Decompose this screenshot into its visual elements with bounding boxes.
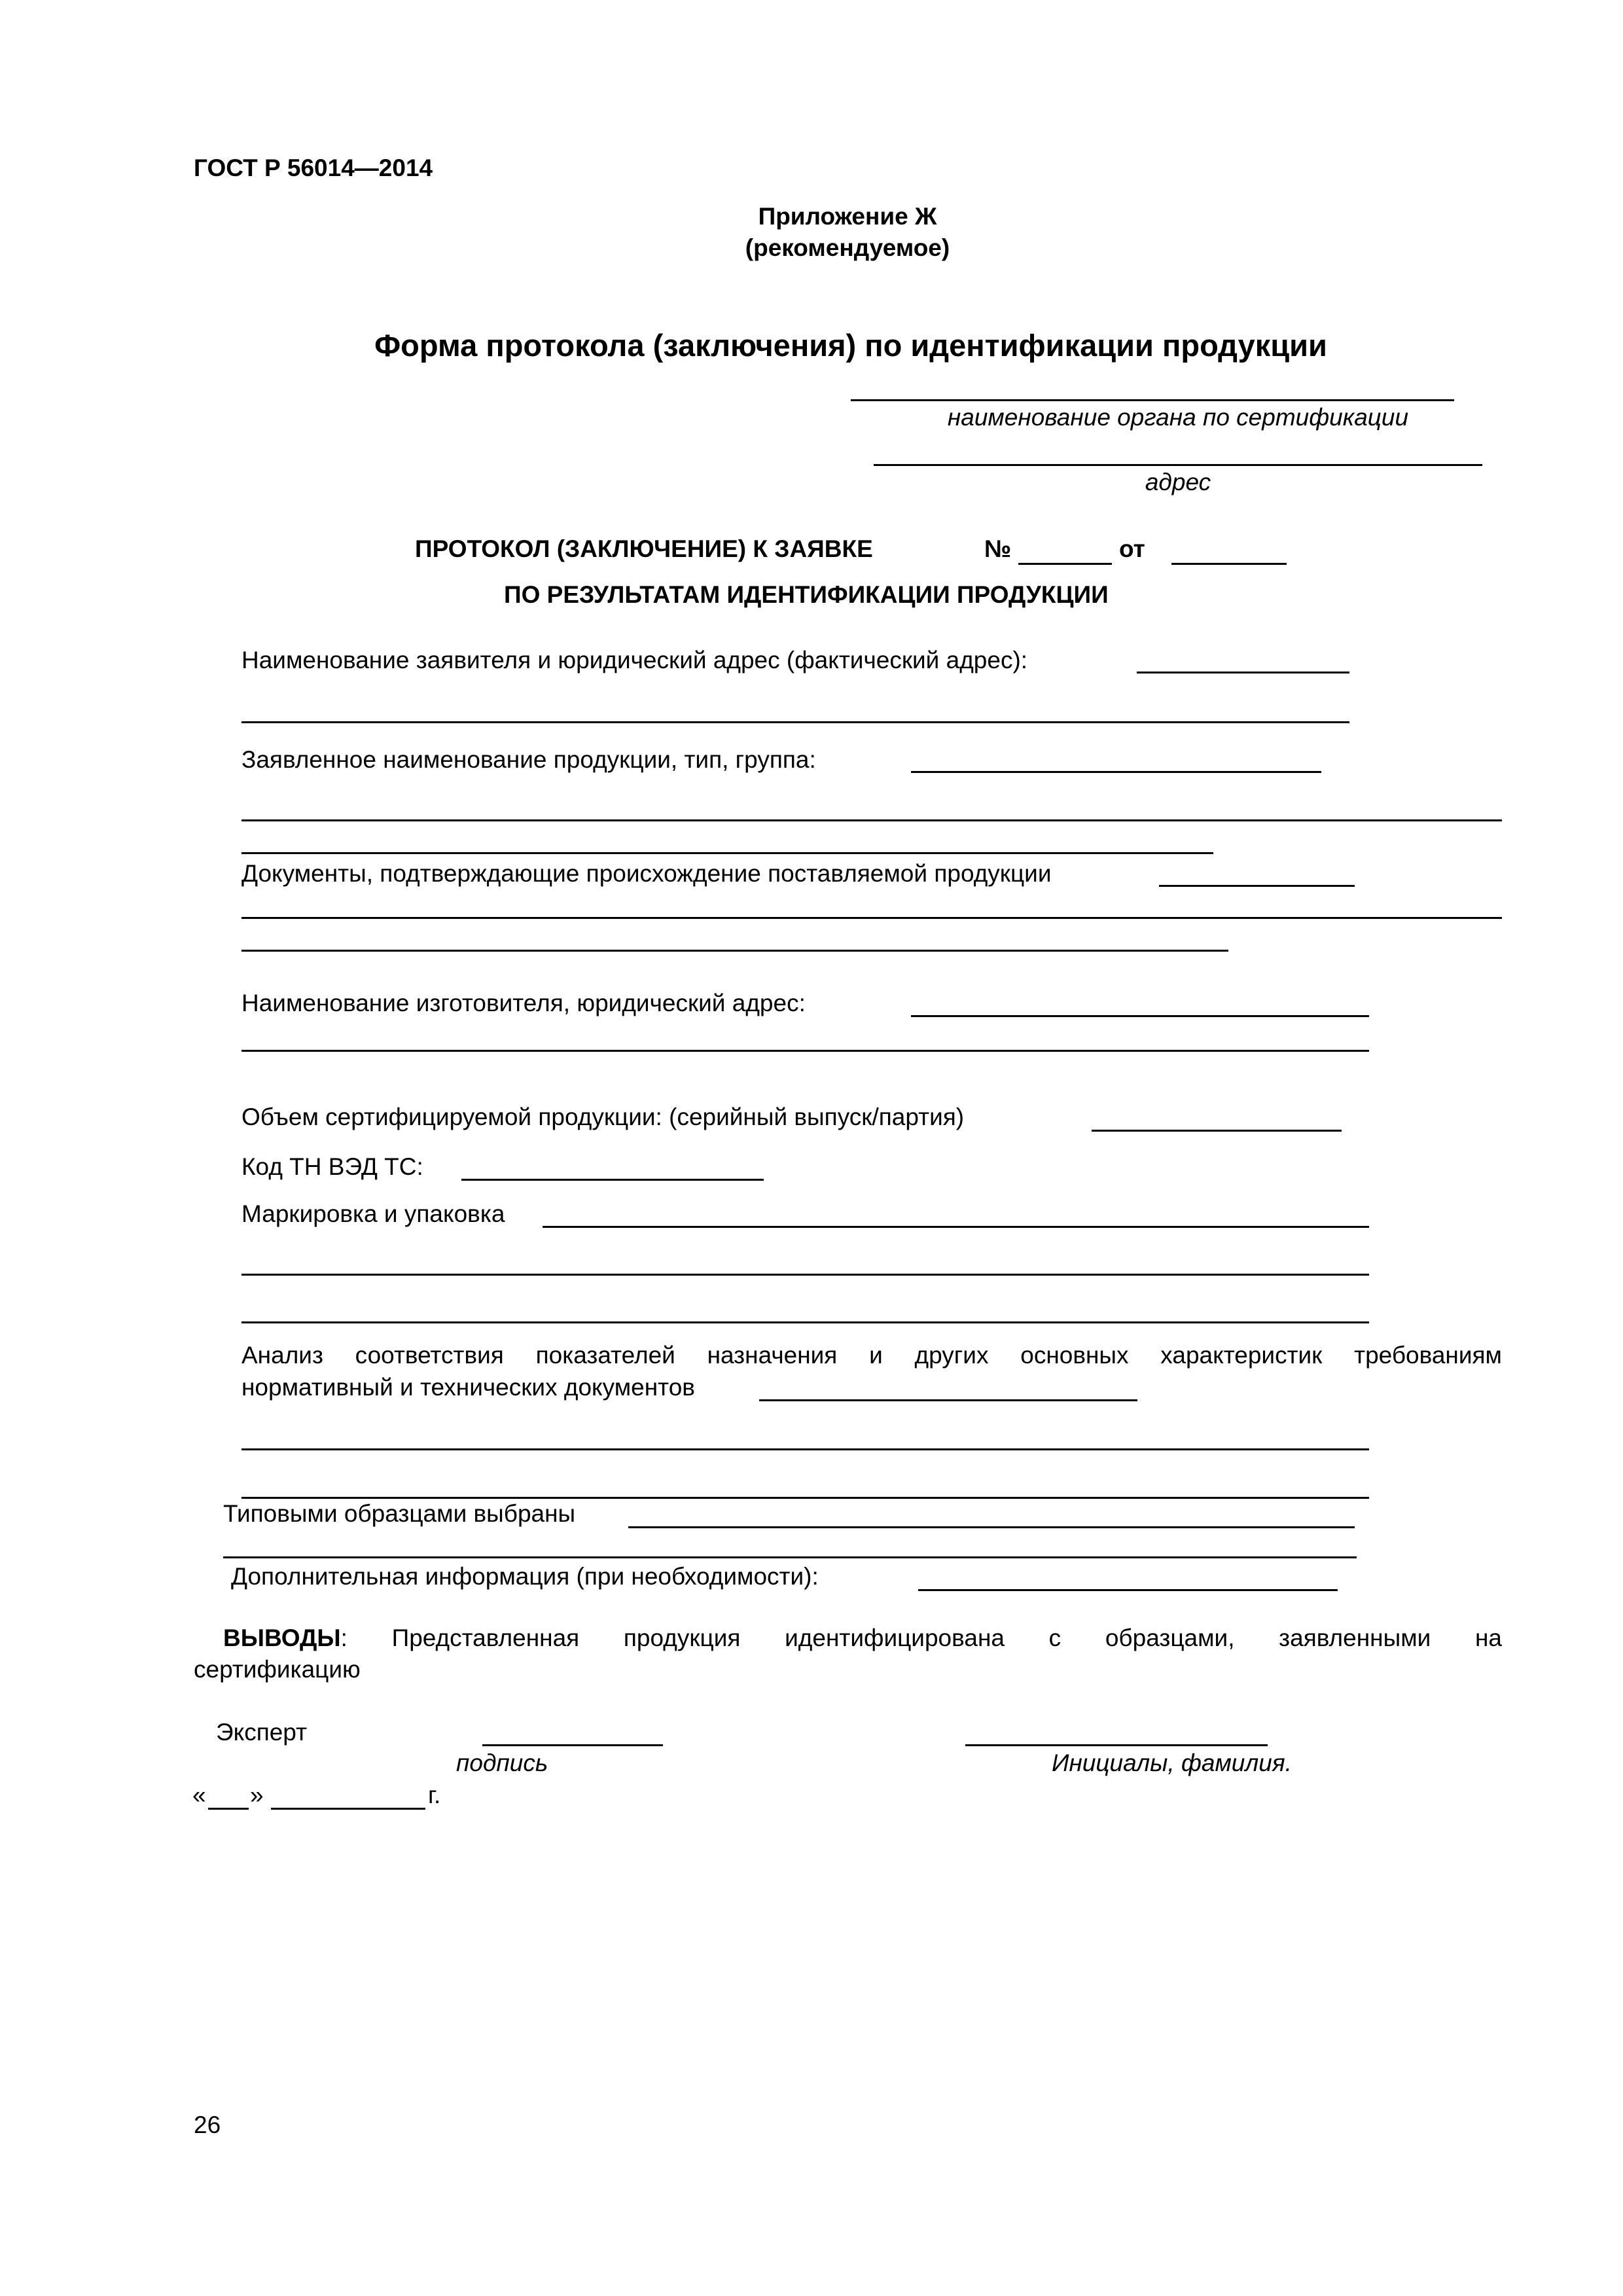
standard-number: ГОСТ Р 56014—2014 bbox=[194, 154, 433, 181]
volume-label: Объем сертифицируемой продукции: (серийный выпуск/партия) bbox=[241, 1103, 965, 1130]
date-close-quote: » bbox=[250, 1782, 264, 1808]
year-label: г. bbox=[428, 1782, 441, 1808]
signature-field[interactable] bbox=[482, 1744, 663, 1746]
conclusion-label: ВЫВОДЫ bbox=[223, 1624, 341, 1651]
volume-field[interactable] bbox=[1092, 1130, 1342, 1132]
form-title: Форма протокола (заключения) по идентификации продукции bbox=[374, 328, 1327, 363]
page-number: 26 bbox=[194, 2111, 221, 2138]
samples-field-line-2[interactable] bbox=[223, 1556, 1357, 1558]
protocol-subheading: ПО РЕЗУЛЬТАТАМ ИДЕНТИФИКАЦИИ ПРОДУКЦИИ bbox=[504, 581, 1109, 608]
org-name-field[interactable] bbox=[851, 399, 1454, 401]
documents-field-line-2[interactable] bbox=[241, 917, 1502, 919]
analysis-field-line-2[interactable] bbox=[241, 1448, 1369, 1450]
analysis-field[interactable] bbox=[759, 1399, 1137, 1401]
conclusion-line-2: сертификацию bbox=[194, 1656, 361, 1683]
analysis-field-line-3[interactable] bbox=[241, 1497, 1369, 1499]
manufacturer-field-line-2[interactable] bbox=[241, 1050, 1369, 1052]
applicant-label: Наименование заявителя и юридический адрес (фактический адрес): bbox=[241, 647, 1028, 673]
marking-field-line-2[interactable] bbox=[241, 1274, 1369, 1276]
applicant-field-line-2[interactable] bbox=[241, 721, 1349, 723]
marking-field[interactable] bbox=[543, 1226, 1369, 1228]
date-month-field[interactable] bbox=[271, 1808, 425, 1810]
expert-name-field[interactable] bbox=[965, 1744, 1268, 1746]
product-field-line-3[interactable] bbox=[241, 852, 1213, 854]
documents-label: Документы, подтверждающие происхождение поставляемой продукции bbox=[241, 860, 1052, 887]
protocol-heading: ПРОТОКОЛ (ЗАКЛЮЧЕНИЕ) К ЗАЯВКЕ bbox=[415, 535, 873, 562]
product-field[interactable] bbox=[911, 771, 1321, 773]
analysis-label-line-2: нормативный и технических документов bbox=[241, 1374, 695, 1401]
appendix-status: (рекомендуемое) bbox=[745, 234, 950, 261]
applicant-field[interactable] bbox=[1137, 672, 1349, 673]
conclusion-text: : Представленная продукция идентифицирована с образцами, заявленными на bbox=[340, 1624, 1502, 1651]
marking-label: Маркировка и упаковка bbox=[241, 1200, 505, 1227]
number-sign: № bbox=[984, 535, 1012, 562]
documents-field[interactable] bbox=[1159, 885, 1355, 887]
request-number-field[interactable] bbox=[1018, 563, 1112, 565]
samples-label: Типовыми образцами выбраны bbox=[223, 1500, 576, 1527]
documents-field-line-3[interactable] bbox=[241, 950, 1228, 952]
samples-field[interactable] bbox=[628, 1526, 1355, 1528]
signature-caption: подпись bbox=[456, 1749, 548, 1776]
expert-label: Эксперт bbox=[216, 1719, 308, 1746]
code-label: Код ТН ВЭД ТС: bbox=[241, 1153, 423, 1180]
from-label: от bbox=[1119, 535, 1145, 562]
manufacturer-field[interactable] bbox=[911, 1015, 1369, 1017]
org-address-caption: адрес bbox=[1145, 469, 1211, 495]
code-field[interactable] bbox=[461, 1179, 764, 1181]
additional-field[interactable] bbox=[918, 1589, 1338, 1591]
date-open-quote: « bbox=[192, 1782, 206, 1808]
additional-label: Дополнительная информация (при необходимости): bbox=[231, 1563, 819, 1590]
date-day-field[interactable] bbox=[208, 1808, 249, 1810]
product-field-line-2[interactable] bbox=[241, 819, 1502, 821]
marking-field-line-3[interactable] bbox=[241, 1321, 1369, 1323]
org-address-field[interactable] bbox=[874, 464, 1482, 466]
expert-name-caption: Инициалы, фамилия. bbox=[1052, 1749, 1292, 1776]
manufacturer-label: Наименование изготовителя, юридический адрес: bbox=[241, 990, 806, 1016]
appendix-title: Приложение Ж bbox=[758, 203, 937, 230]
product-label: Заявленное наименование продукции, тип, группа: bbox=[241, 746, 816, 773]
request-date-field[interactable] bbox=[1171, 563, 1287, 565]
org-name-caption: наименование органа по сертификации bbox=[947, 404, 1409, 431]
analysis-label: Анализ соответствия показателей назначения и других основных характеристик требованиям bbox=[241, 1342, 1502, 1369]
conclusion-line-1 bbox=[223, 1624, 1502, 1652]
